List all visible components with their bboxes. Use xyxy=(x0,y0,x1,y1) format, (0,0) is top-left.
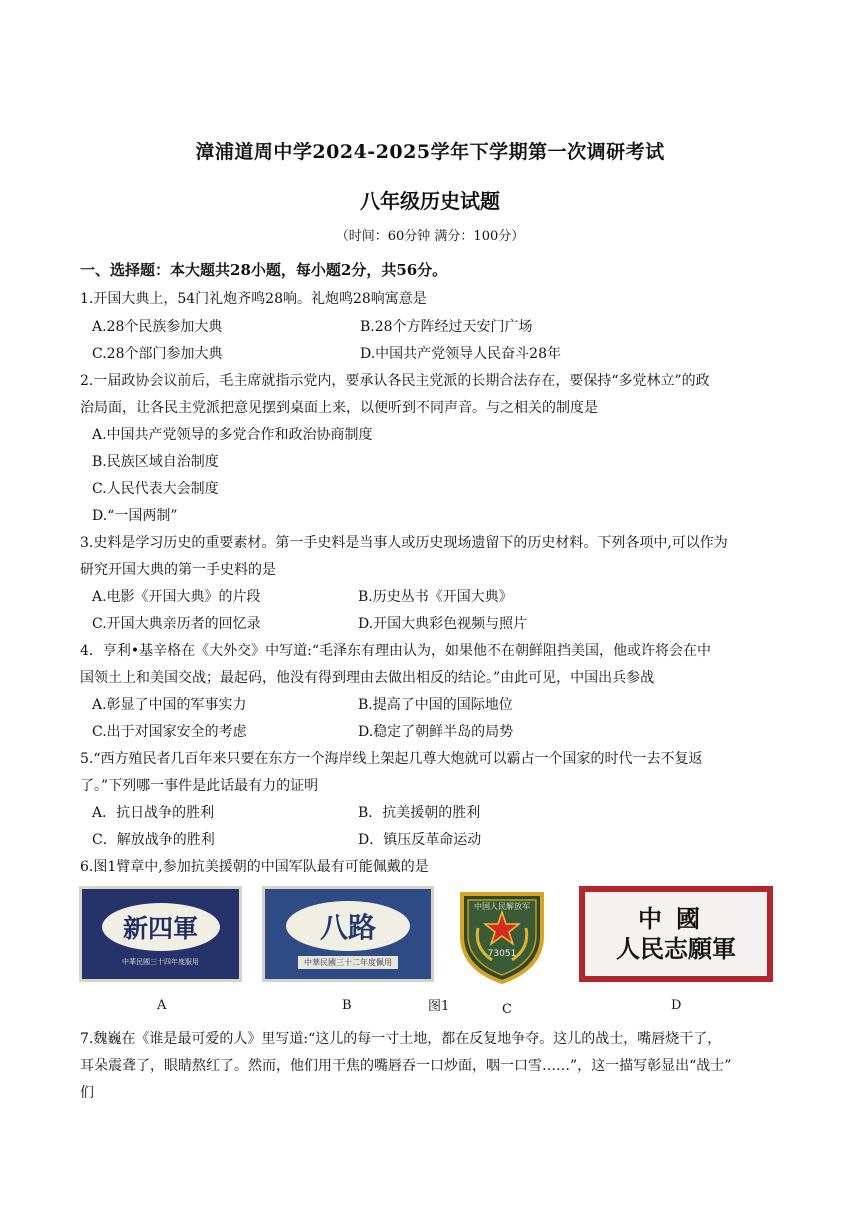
q5-option-b: B．抗美援朝的胜利 xyxy=(358,805,481,821)
q2-option-d: D.“一国两制” xyxy=(92,508,178,524)
q6-stem: 6.图1臂章中,参加抗美援朝的中国军队最有可能佩戴的是 xyxy=(80,859,429,875)
pla-shield-top-text: 中国人民解放军 xyxy=(474,902,530,911)
armband-b-small-text: 中華民國三十二年度佩用 xyxy=(298,956,398,969)
armband-b-text: 八路 xyxy=(286,901,410,951)
q4-option-b: B.提高了中国的国际地位 xyxy=(358,697,513,713)
q5-stem-line: 5.“西方殖民者几百年来只要在东方一个海岸线上架起几尊大炮就可以霸占一个国家的时代一去不复返 xyxy=(80,751,703,767)
q3-stem-line: 研究开国大典的第一手史料的是 xyxy=(80,562,276,578)
armband-d-volunteer-army xyxy=(579,886,773,982)
armband-d-line2: 人民志願軍 xyxy=(616,934,736,963)
q5-option-a: A．抗日战争的胜利 xyxy=(92,805,215,821)
q2-option-c: C.人民代表大会制度 xyxy=(92,481,219,497)
q1-stem: 1.开国大典上，54门礼炮齐鸣28响。礼炮鸣28响寓意是 xyxy=(80,291,427,307)
exam-subtitle: 八年级历史试题 xyxy=(360,189,500,213)
q7-stem-line: 耳朵震聋了，眼睛熬红了。然而，他们用干焦的嘴唇吞一口炒面，咽一口雪……”，这一描写彰显出“战士” xyxy=(80,1058,732,1074)
exam-meta: （时间：60分钟 满分：100分） xyxy=(335,229,525,244)
q2-option-a: A.中国共产党领导的多党合作和政治协商制度 xyxy=(92,427,373,443)
q3-option-c: C.开国大典亲历者的回忆录 xyxy=(92,616,261,632)
q3-stem-line: 3.史料是学习历史的重要素材。第一手史料是当事人或历史现场遗留下的历史材料。下列各项中,可以作为 xyxy=(80,535,728,551)
armband-a-new-fourth-army xyxy=(79,886,242,982)
q2-stem-line: 治局面，让各民主党派把意见摆到桌面上来，以便听到不同声音。与之相关的制度是 xyxy=(80,400,598,416)
q5-option-d: D．镇压反革命运动 xyxy=(358,832,482,848)
q1-option-d: D.中国共产党领导人民奋斗28年 xyxy=(360,346,561,362)
q3-option-d: D.开国大典彩色视频与照片 xyxy=(358,616,528,632)
section-heading: 一、选择题：本大题共28小题，每小题2分，共56分。 xyxy=(80,261,448,279)
figure-caption: 图1 xyxy=(428,999,450,1014)
q1-option-c: C.28个部门参加大典 xyxy=(92,346,223,362)
q4-stem-line: 4．亨利•基辛格在《大外交》中写道:“毛泽东有理由认为，如果他不在朝鲜阻挡美国，他或许将会在中 xyxy=(80,643,712,659)
figure-label-d: D xyxy=(671,998,682,1013)
figure-label-c: C xyxy=(502,1002,512,1017)
armband-d-line1: 中國 xyxy=(638,904,714,933)
q2-stem-line: 2.一届政协会议前后，毛主席就指示党内，要承认各民主党派的长期合法存在，要保持“多党林立”的政 xyxy=(80,373,710,389)
q4-option-a: A.彰显了中国的军事实力 xyxy=(92,697,247,713)
q4-option-c: C.出于对国家安全的考虑 xyxy=(92,724,247,740)
pla-shield-number: 73051 xyxy=(487,949,517,959)
q4-stem-line: 国领土上和美国交战；最起码，他没有得到理由去做出相反的结论。”由此可见，中国出兵参战 xyxy=(80,670,655,686)
q7-stem-line: 7.魏巍在《谁是最可爱的人》里写道:“这儿的每一寸土地，都在反复地争夺。这儿的战士，嘴唇烧干了， xyxy=(80,1031,722,1047)
figure-label-a: A xyxy=(157,998,167,1013)
q5-stem-line: 了。”下列哪一事件是此话最有力的证明 xyxy=(80,778,319,794)
q4-option-d: D.稳定了朝鲜半岛的局势 xyxy=(358,724,514,740)
exam-title: 漳浦道周中学2024-2025学年下学期第一次调研考试 xyxy=(195,141,665,163)
q2-option-b: B.民族区域自治制度 xyxy=(92,454,219,470)
pla-shield-emblem-icon xyxy=(452,886,552,986)
q7-stem-line: 们 xyxy=(80,1085,94,1101)
q1-option-a: A.28个民族参加大典 xyxy=(92,319,223,335)
armband-c-pla-shield xyxy=(452,886,552,986)
figure-label-b: B xyxy=(342,998,352,1013)
armband-b-eighth-route-army xyxy=(262,886,434,982)
q5-option-c: C．解放战争的胜利 xyxy=(92,832,215,848)
armband-a-small-text: 中華民國三十四年度服用 xyxy=(122,958,199,966)
q1-option-b: B.28个方阵经过天安门广场 xyxy=(360,319,533,335)
q3-option-b: B.历史丛书《开国大典》 xyxy=(358,589,513,605)
q3-option-a: A.电影《开国大典》的片段 xyxy=(92,589,261,605)
armband-a-text: 新四軍 xyxy=(102,903,220,951)
